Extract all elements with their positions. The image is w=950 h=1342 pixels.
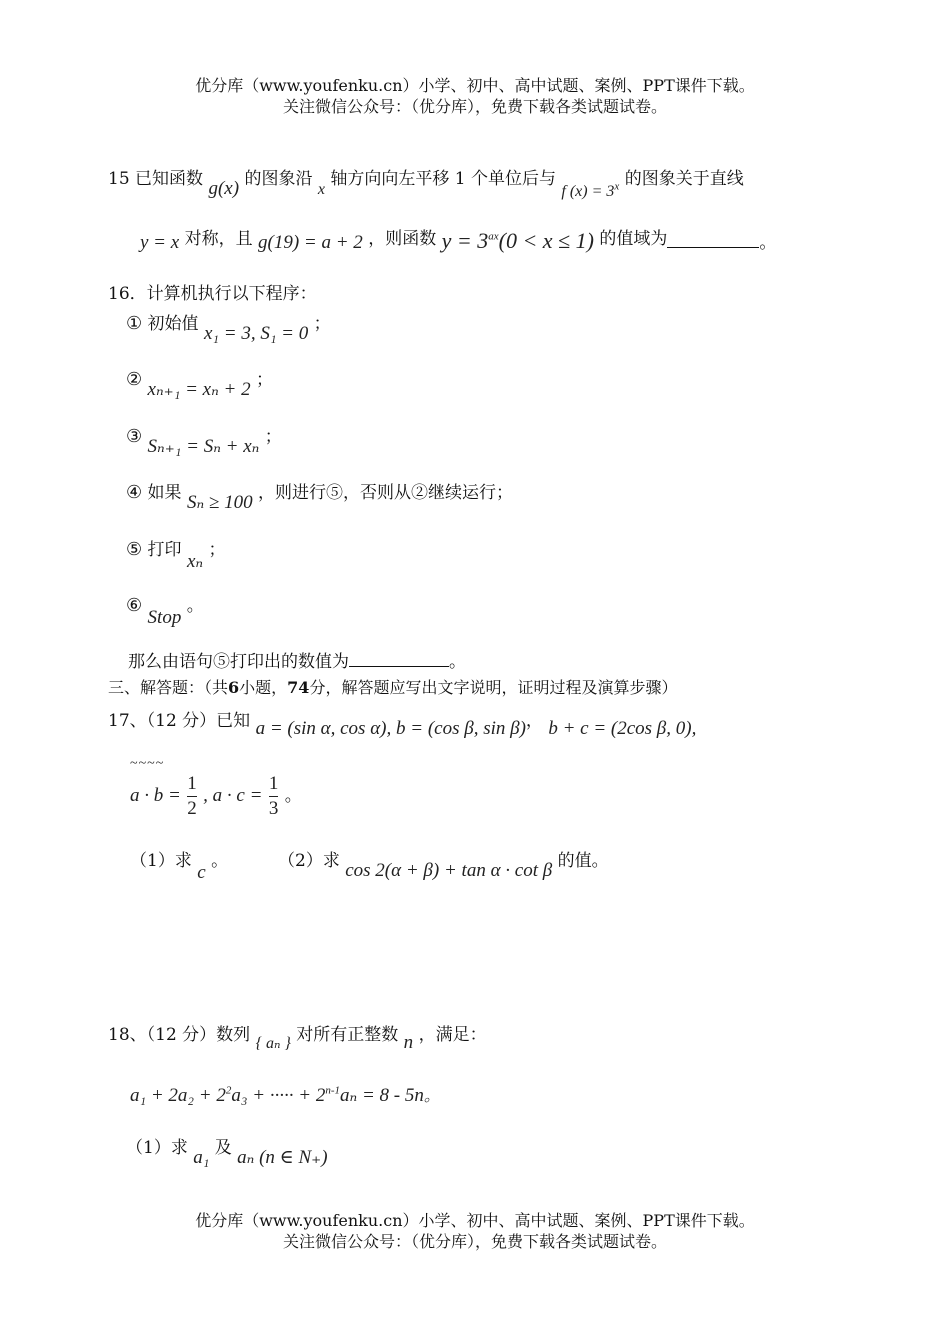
q17-frac-1-num: 1 xyxy=(187,773,197,794)
q17-frac-2-den: 3 xyxy=(268,798,279,819)
q17-part-1-end: 。 xyxy=(211,851,229,871)
question-15-line-1 xyxy=(108,164,744,200)
q17-frac-2-num: 1 xyxy=(268,773,279,794)
q17-fraction-half xyxy=(187,772,197,821)
q16-step-6-end: 。 xyxy=(186,596,204,616)
q15-answer-blank[interactable] xyxy=(667,231,759,248)
q18-eq-mid: a₃ + ····· + 2 xyxy=(231,1085,326,1106)
q15-math-f: f $(x) = 3^x$ xyxy=(561,180,620,200)
section-3-text-a: 三、解答题：（共 xyxy=(108,678,229,697)
section-3-heading xyxy=(108,675,677,698)
q15-math-g: g(x) xyxy=(208,178,240,199)
q16-step-1-text: 初始值 xyxy=(147,314,199,334)
section-3-count: 6 xyxy=(228,678,240,697)
q18-eq-sup-2: n-1 xyxy=(325,1084,341,1097)
q18-part-1 xyxy=(126,1133,328,1168)
q15-text-7: 的值域为 xyxy=(599,229,668,249)
q16-ask-text: 那么由语句⑤打印出的数值为 xyxy=(128,652,349,672)
q16-step-4-number: ④ xyxy=(126,482,143,503)
header-line-2: 关注微信公众号：（优分库），免费下载各类试题试卷。 xyxy=(282,97,667,116)
q16-step-1-end: ； xyxy=(313,314,331,334)
q16-step-3-number: ③ xyxy=(126,426,143,447)
q18-equation xyxy=(130,1083,440,1107)
q15-math-line: y = x xyxy=(140,232,180,253)
q17-math-dot-2: , a · c = xyxy=(203,785,263,806)
q16-step-3-end: ； xyxy=(264,427,282,447)
q15-math-x: x xyxy=(317,181,325,198)
q15-text-2: 的图象沿 xyxy=(244,169,313,189)
q17-math-vectors: a = (sin α, cos α), b = (cos β, sin β) xyxy=(255,718,526,739)
footer-line-2: 关注微信公众号：（优分库），免费下载各类试题试卷。 xyxy=(282,1232,667,1251)
q15-math-g19: g(19) = a + 2 xyxy=(258,232,363,253)
q16-answer-blank[interactable] xyxy=(349,650,449,667)
q17-part-2-math: cos 2(α + β) + tan α · cot β xyxy=(345,860,553,881)
q16-step-5-end: ； xyxy=(208,540,226,560)
q16-step-2-math: xₙ₊₁ = xₙ + 2 xyxy=(147,379,251,400)
q17-fraction-third xyxy=(269,772,279,821)
question-15-line-2 xyxy=(140,228,776,254)
q16-step-4 xyxy=(126,478,513,513)
q16-ask-end: 。 xyxy=(449,652,466,672)
q18-eq-end: aₙ = 8 - 5n xyxy=(340,1085,424,1106)
q15-text-6: ，则函数 xyxy=(368,229,437,249)
q16-step-3-math: Sₙ₊₁ = Sₙ + xₙ xyxy=(147,436,260,457)
section-3-points: 74 xyxy=(287,678,310,697)
q16-step-4-math: Sₙ ≥ 100 xyxy=(186,492,253,513)
section-3-text-c: 小题， xyxy=(239,678,288,697)
header-line-1: 优分库（www.youfenku.cn）小学、初中、高中试题、案例、PPT课件下载。 xyxy=(195,76,755,95)
q18-part-1-math-a1: a₁ xyxy=(193,1147,210,1168)
q17-frac-1-den: 2 xyxy=(187,798,197,819)
q18-label: 18、（12 分）数列 xyxy=(108,1025,251,1045)
q18-eq-sup-1: 2 xyxy=(225,1084,232,1097)
q17-part-1 xyxy=(130,846,229,883)
q16-step-2-end: ； xyxy=(256,370,273,390)
q16-step-4-text-1: 如果 xyxy=(147,483,182,503)
footer-line-1: 优分库（www.youfenku.cn）小学、初中、高中试题、案例、PPT课件下载。 xyxy=(195,1211,755,1230)
section-3-text-e: 分，解答题应写出文字说明，证明过程及演算步骤） xyxy=(309,678,678,697)
q16-step-2-number: ② xyxy=(126,369,143,390)
question-16-title: 16．计算机执行以下程序： xyxy=(108,284,317,304)
q15-end: 。 xyxy=(759,233,777,253)
q18-text-2: ，满足： xyxy=(418,1025,487,1045)
q17-math-dot-1: a · b = xyxy=(130,785,181,806)
q17-part-1-math: c xyxy=(197,862,206,883)
q16-step-5-text: 打印 xyxy=(147,540,182,560)
q16-step-1-number: ① xyxy=(126,313,143,334)
q17-part-2-end: 的值。 xyxy=(557,851,609,871)
q16-step-2 xyxy=(126,365,273,400)
q16-step-5 xyxy=(126,535,226,572)
q17-part-2-text: （2）求 xyxy=(278,851,340,871)
q17-sep: ， xyxy=(525,711,543,731)
q17-part-2 xyxy=(278,846,609,881)
q18-eq-start: a₁ + 2a₂ + 2 xyxy=(130,1085,226,1106)
q16-step-1 xyxy=(126,309,331,344)
q16-ask xyxy=(128,647,466,672)
q16-step-5-number: ⑤ xyxy=(126,539,143,560)
q16-step-4-text-2: ，则进行⑤，否则从②继续运行； xyxy=(258,483,513,503)
q16-step-6-number: ⑥ xyxy=(126,595,143,616)
q15-math-y: $y = 3^{ax}(0 < x \le 1)$ xyxy=(441,228,594,253)
q15-text-1: 15 已知函数 xyxy=(108,169,204,189)
q17-math-sum: b + c = (2cos β, 0), xyxy=(548,718,697,739)
q18-math-sequence: { aₙ } xyxy=(255,1035,291,1052)
q16-step-6-math: Stop xyxy=(147,607,182,628)
q16-step-6 xyxy=(126,591,204,628)
q17-conditions xyxy=(130,772,302,821)
q18-part-1-text: （1）求 xyxy=(126,1138,188,1158)
q18-part-1-mid: 及 xyxy=(214,1138,232,1158)
q17-label: 17、（12 分）已知 xyxy=(108,711,251,731)
q18-text-1: 对所有正整数 xyxy=(296,1025,399,1045)
q18-math-n: n xyxy=(403,1032,414,1053)
q17-vector-marks: ~~~~ xyxy=(130,756,165,771)
q16-step-5-math: xₙ xyxy=(186,551,204,572)
question-18-line-1 xyxy=(108,1020,487,1053)
q18-eq-dot: 。 xyxy=(423,1088,440,1105)
q18-part-1-math-an: aₙ (n ∈ N₊) xyxy=(237,1147,328,1168)
q17-part-1-text: （1）求 xyxy=(130,851,192,871)
q17-conditions-end: 。 xyxy=(284,786,302,806)
q15-text-3: 轴方向向左平移 1 个单位后与 xyxy=(330,169,556,189)
q16-step-3 xyxy=(126,422,282,457)
q16-step-1-math: x₁ = 3, S₁ = 0 xyxy=(203,323,309,344)
question-17-line-1 xyxy=(108,706,697,739)
q15-text-5: 对称，且 xyxy=(184,229,253,249)
q15-text-4: 的图象关于直线 xyxy=(624,169,744,189)
